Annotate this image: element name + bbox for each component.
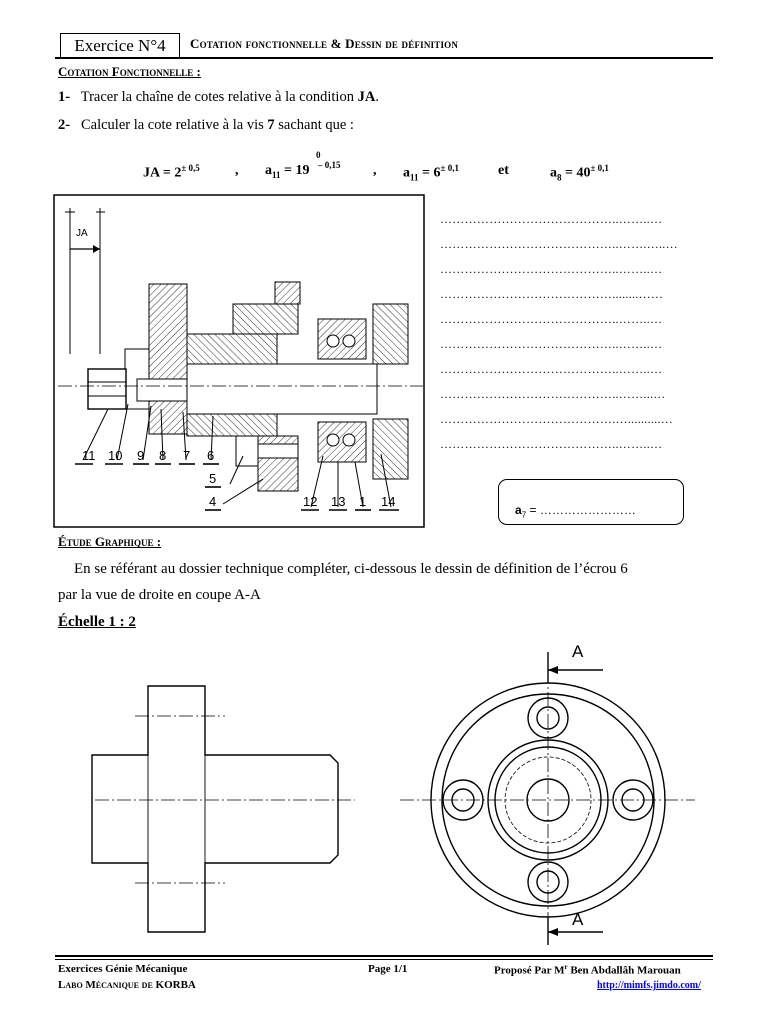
exercise-label: Exercice N°4 — [60, 33, 180, 59]
formula-a11-second-sub: 11 — [410, 172, 419, 183]
nut-definition-drawing — [55, 640, 715, 950]
answer-line-7[interactable]: ……………………………………..……..… — [440, 362, 663, 376]
question-2 — [58, 117, 354, 134]
footer-course: Exercices Génie Mécanique — [58, 963, 188, 975]
formula-a8-tolerance: ± 0,1 — [590, 163, 609, 173]
answer-line-5[interactable]: ……………………………………..……..… — [440, 312, 663, 326]
formula-comma-1: , — [235, 163, 239, 178]
answer-line-9[interactable]: …………………………………….…..........… — [440, 412, 674, 426]
part-label-13: 13 — [331, 494, 346, 509]
question-2-bold: 7 — [267, 117, 275, 133]
formula-a8-value: = 40 — [565, 165, 591, 181]
answer-line-6[interactable]: ……………………………………..……..… — [440, 337, 663, 351]
answer-field-a7[interactable] — [515, 503, 636, 519]
scale-label: Échelle 1 : 2 — [58, 614, 136, 630]
part-label-12: 12 — [303, 494, 318, 509]
nut-front-view — [92, 686, 338, 932]
formula-a11-first — [265, 163, 310, 180]
question-1-number: 1- — [58, 89, 71, 105]
formula-comma-2: , — [373, 163, 377, 178]
footer-lab: Labo Mécanique de KORBA — [58, 979, 196, 991]
header-rule — [55, 57, 713, 59]
answer-line-2[interactable]: ……………………………………..…….…..… — [440, 237, 678, 251]
ja-label: JA — [76, 228, 88, 239]
footer-author-name: Ben Abdallâh Marouan — [567, 964, 681, 977]
formula-et: et — [498, 163, 509, 178]
formula-a8-letter: a — [550, 165, 557, 181]
part-label-11: 11 — [82, 448, 96, 463]
question-2-tail: sachant que : — [278, 117, 354, 133]
formula-a8-sub: 8 — [557, 172, 562, 183]
part-label-4: 4 — [209, 494, 217, 509]
section-label-a-top: A — [572, 642, 584, 661]
part-label-10: 10 — [108, 448, 123, 463]
formula-a11-second-tolerance: ± 0,1 — [440, 163, 459, 173]
etude-paragraph-line1: En se référant au dossier technique compléter, ci-dessous le dessin de définition de l’écrou 6 — [74, 561, 628, 577]
answer-line-10[interactable]: ……………………………………..……..… — [440, 437, 663, 451]
footer-author-sup: r — [564, 963, 568, 971]
answer-line-3[interactable]: ……………………………………..……..… — [440, 262, 663, 276]
footer-author-prefix: Proposé Par M — [494, 964, 565, 977]
section-heading-cotation: Cotation Fonctionnelle : — [58, 64, 201, 79]
footer-rule-1 — [55, 955, 713, 957]
formula-ja-tolerance: ± 0,5 — [181, 163, 200, 173]
formula-a11-first-letter: a — [265, 163, 272, 178]
answer-a7-letter: a — [515, 503, 522, 517]
footer-author — [494, 963, 681, 977]
formula-a8 — [550, 163, 609, 182]
part-label-1: 1 — [359, 494, 367, 509]
part-label-8: 8 — [159, 448, 167, 463]
formula-ja — [143, 163, 200, 182]
answer-line-1[interactable]: ……………………………………..……..… — [440, 212, 663, 226]
formula-a11-tol-upper: 0 — [316, 150, 321, 160]
question-1-bold: JA — [357, 89, 376, 105]
formula-a11-tol-lower: – 0,15 — [318, 160, 341, 170]
question-1: 1- Tracer la chaîne de cotes relative à la condition JA. — [58, 89, 379, 105]
assembly-drawing — [53, 194, 425, 528]
answer-a7-rest: = …………………… — [526, 503, 636, 517]
question-2-number: 2- — [58, 117, 71, 133]
page-title: Cotation fonctionnelle & Dessin de définition — [190, 36, 459, 51]
question-1-text: Tracer la chaîne de cotes relative à la condition — [80, 89, 354, 105]
footer-website-link[interactable]: http://mimfs.jimdo.com/ — [597, 980, 701, 991]
section-label-a-bottom: A — [572, 910, 584, 929]
part-label-5: 5 — [209, 471, 217, 486]
formula-a11-first-value: = 19 — [284, 163, 310, 178]
formula-ja-value: JA = 2 — [143, 165, 182, 181]
formula-a11-second-value: = 6 — [422, 165, 441, 181]
answer-line-4[interactable]: ……………………………………........…… — [440, 287, 664, 301]
formula-a11-second — [403, 163, 459, 182]
answer-a7-sub: 7 — [521, 510, 527, 520]
part-label-6: 6 — [207, 448, 215, 463]
part-label-7: 7 — [183, 448, 191, 463]
formula-a11-second-letter: a — [403, 165, 410, 181]
etude-paragraph-line2: par la vue de droite en coupe A-A — [58, 587, 261, 603]
part-label-9: 9 — [137, 448, 145, 463]
answer-line-8[interactable]: ……………………………………..……...… — [440, 387, 666, 401]
section-heading-etude: Étude Graphique : — [58, 534, 162, 549]
footer-rule-2 — [55, 959, 713, 960]
question-2-text: Calculer la cote relative à la vis — [80, 117, 264, 133]
footer-page: Page 1/1 — [368, 963, 408, 975]
part-label-14: 14 — [381, 494, 396, 509]
formula-a11-first-sub: 11 — [272, 169, 281, 180]
